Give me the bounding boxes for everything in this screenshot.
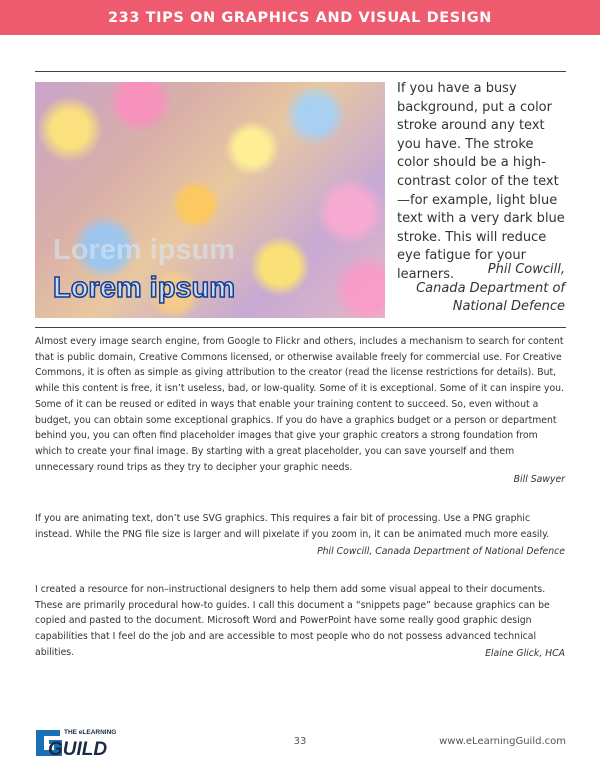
website-link[interactable]: www.eLearningGuild.com	[439, 736, 566, 747]
tip-2-attribution: Phil Cowcill, Canada Department of National Defence	[317, 546, 565, 557]
side-tip-org-line2: National Defence	[452, 299, 565, 315]
logo-top-text: THE eLEARNING	[64, 729, 117, 736]
side-tip-attribution	[365, 261, 565, 317]
header-banner	[0, 0, 600, 35]
page-number: 33	[293, 736, 307, 747]
hero-text-with-stroke: Lorem ipsum	[53, 272, 236, 304]
side-tip-text: If you have a busy background, put a color stroke around any text you have. The stroke color should be a high-contrast color of the text—for example, light blue text with a very dark blue stroke. This will reduce eye fatigue for your learners.	[397, 81, 565, 282]
tip-2-text: If you are animating text, don’t use SVG graphics. This requires a fair bit of processing. Use a PNG graphic instead. While the PNG file size is larger and will pixelate if you zoom in, it can be animated much more easily.	[35, 513, 550, 540]
logo-main-text: GUILD	[48, 739, 108, 758]
tip-3-attribution: Elaine Glick, HCA	[485, 648, 565, 659]
tip-1-text: Almost every image search engine, from Google to Flickr and others, includes a mechanism to search for content that is public domain, Creative Commons licensed, or otherwise available freely for commercial use. For Creative Commons, it is often as simple as giving attribution to the creator (read the license restrictions for details). But, while this content is free, it isn’t useless, bad, or low-quality. Some of it is exceptional. Some of it can inspire you. Some of it can be reused or edited in ways that enable your training content to succeed. So, even without a budget, you can obtain some exceptional graphics. If you do have a graphics budget or a person or department behind you, you can often find placeholder images that give your graphic creators a strong foundation from which to create your final image. By starting with a great placeholder, you can save yourself and them unnecessary round trips as they try to decipher your graphic needs.	[35, 336, 564, 473]
tip-1-attribution: Bill Sawyer	[513, 474, 565, 485]
page-header-title: 233 TIPS ON GRAPHICS AND VISUAL DESIGN	[107, 9, 493, 26]
hero-text-no-stroke: Lorem ipsum	[53, 234, 236, 266]
side-tip-author: Phil Cowcill,	[487, 262, 565, 277]
side-tip-org-line1: Canada Department of	[416, 280, 565, 296]
tip-3-text: I created a resource for non–instructional designers to help them add some visual appeal to their documents. These are primarily procedural how-to guides. I call this document a “snippets page” because graphics can be copied and pasted to the document. Microsoft Word and PowerPoint have some really good graphic design capabilities that I feel do the job and are accessible to most people who do not possess advanced technical abilities.	[35, 584, 550, 658]
top-divider	[35, 71, 566, 72]
middle-divider	[35, 327, 566, 328]
bokeh-example-image	[35, 82, 385, 318]
